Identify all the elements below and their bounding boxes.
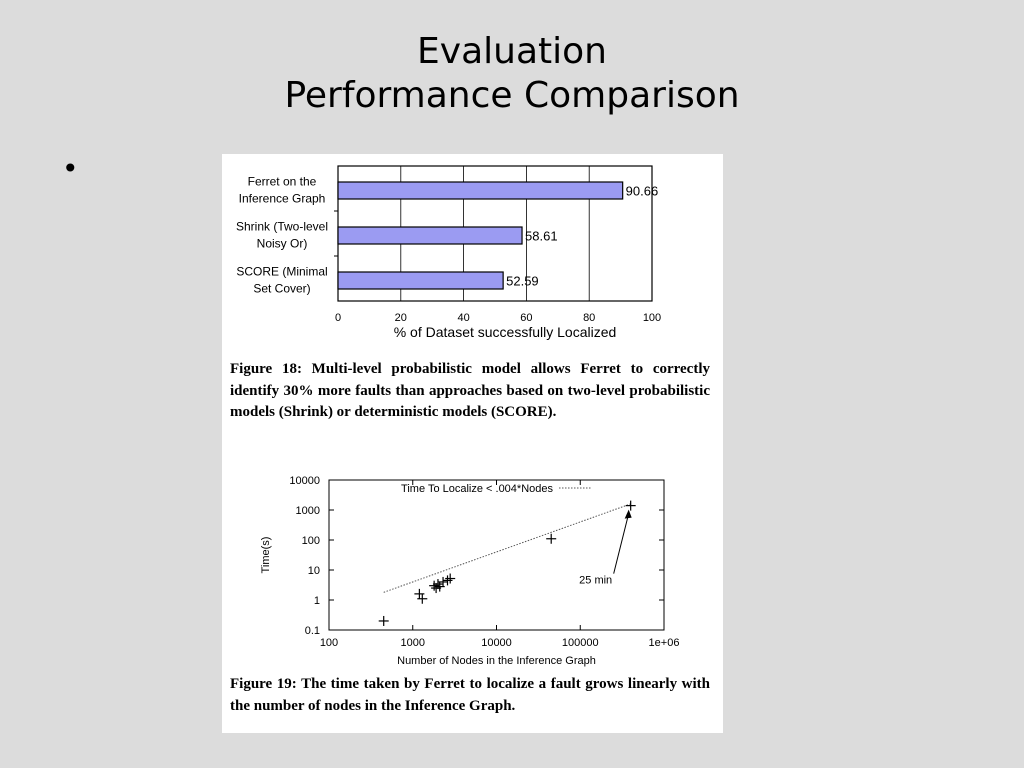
x-tick-label: 60 bbox=[520, 312, 533, 324]
title-line-2: Performance Comparison bbox=[284, 75, 740, 116]
bar-value-label: 52.59 bbox=[506, 273, 539, 289]
slide-title bbox=[0, 30, 1024, 118]
x-tick-label: 100 bbox=[642, 312, 662, 324]
figure-panel bbox=[222, 154, 723, 733]
annotation-arrowhead bbox=[625, 510, 632, 519]
annotation-arrow-line bbox=[614, 514, 629, 574]
data-point bbox=[443, 575, 453, 585]
x-tick-label: 10000 bbox=[481, 637, 512, 649]
figure-18-caption: Figure 18: Multi-level probabilistic model allows Ferret to correctly identify 30% more faults than approaches based on two-level probabilistic models (Shrink) or deterministic models (SCORE). bbox=[230, 361, 710, 420]
data-point bbox=[626, 501, 636, 511]
y-tick-label: 1000 bbox=[295, 505, 320, 517]
x-tick-label: 1000 bbox=[400, 637, 425, 649]
x-tick-label: 100000 bbox=[561, 637, 599, 649]
annotation-label: 25 min bbox=[579, 574, 613, 587]
y-tick-label: 10000 bbox=[289, 475, 320, 487]
title-line-1: Evaluation bbox=[417, 31, 607, 72]
category-label: Ferret on the bbox=[247, 174, 317, 189]
x-tick-label: 40 bbox=[457, 312, 470, 324]
bullet-point: • bbox=[62, 152, 79, 185]
bar-value-label: 90.66 bbox=[625, 183, 659, 199]
legend-label: Time To Localize < .004*Nodes bbox=[401, 483, 553, 495]
bar bbox=[338, 227, 522, 244]
x-tick-label: 0 bbox=[334, 312, 342, 324]
bar-value-label: 58.61 bbox=[525, 228, 558, 244]
bar bbox=[338, 272, 503, 289]
y-axis-label: Time(s) bbox=[260, 536, 272, 574]
category-label: SCORE (Minimal bbox=[236, 264, 328, 279]
bar-chart bbox=[222, 154, 723, 354]
x-tick-label: 100 bbox=[319, 637, 339, 649]
category-label: Set Cover) bbox=[253, 281, 311, 296]
x-tick-label: 1e+06 bbox=[648, 637, 680, 649]
x-tick-label: 80 bbox=[583, 312, 596, 324]
category-label: Noisy Or) bbox=[256, 236, 308, 251]
x-axis-label: Number of Nodes in the Inference Graph bbox=[397, 655, 596, 667]
figure-19-caption: Figure 19: The time taken by Ferret to localize a fault grows linearly with the number of nodes in the Inference Graph. bbox=[230, 676, 710, 714]
y-tick-label: 1 bbox=[313, 595, 320, 607]
data-point bbox=[546, 534, 556, 544]
plot-frame bbox=[329, 480, 664, 630]
category-label: Inference Graph bbox=[238, 191, 326, 206]
y-tick-label: 10 bbox=[307, 565, 320, 577]
bar bbox=[338, 182, 623, 199]
x-axis-label: % of Dataset successfully Localized bbox=[393, 324, 617, 340]
y-tick-label: 100 bbox=[301, 535, 320, 547]
data-point bbox=[379, 616, 389, 626]
scatter-chart bbox=[222, 469, 723, 669]
category-label: Shrink (Two-level bbox=[235, 219, 329, 234]
x-tick-label: 20 bbox=[394, 312, 407, 324]
y-tick-label: 0.1 bbox=[304, 625, 320, 637]
